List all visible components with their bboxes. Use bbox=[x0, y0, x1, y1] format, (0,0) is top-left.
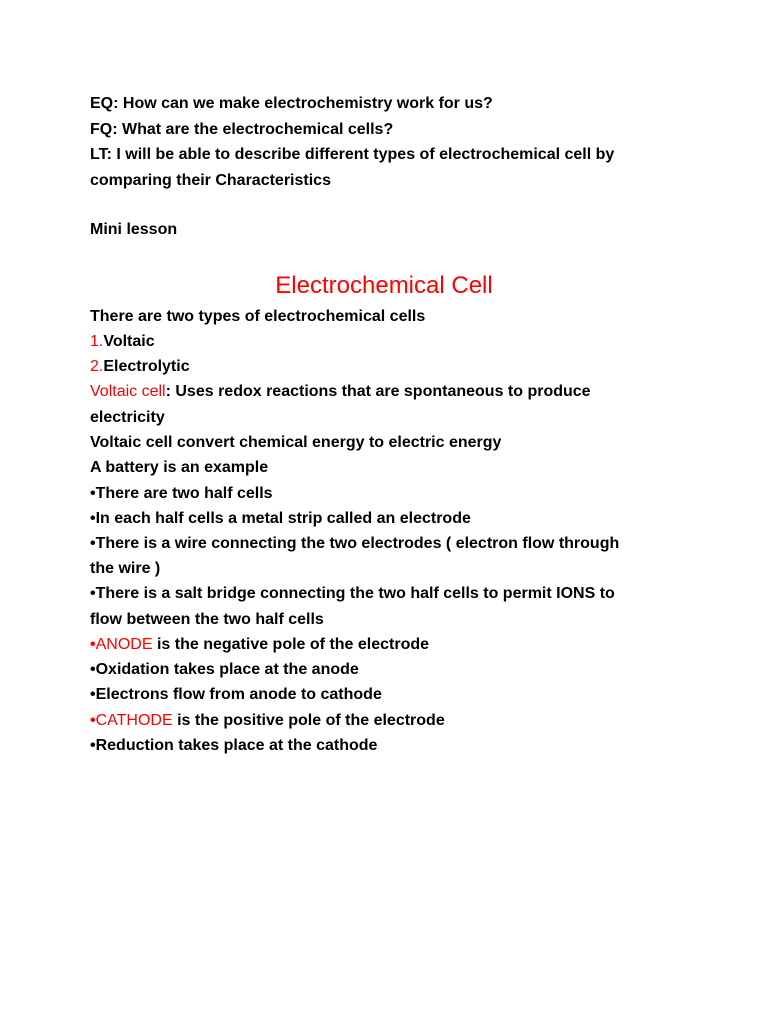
voltaic-cell-term: Voltaic cell bbox=[90, 383, 166, 400]
bullet-wire-line-1: •There is a wire connecting the two electrodes ( electron flow through bbox=[90, 535, 620, 552]
voltaic-convert-text: Voltaic cell convert chemical energy to electric energy bbox=[90, 434, 502, 451]
cathode-description: is the positive pole of the electrode bbox=[172, 712, 445, 729]
focus-question: FQ: What are the electrochemical cells? bbox=[90, 121, 394, 138]
voltaic-definition-text: : Uses redox reactions that are spontaneous to produce bbox=[165, 383, 591, 400]
type-label: Voltaic bbox=[103, 333, 155, 350]
voltaic-definition-line-1 bbox=[90, 382, 591, 402]
bullet-electrode: •In each half cells a metal strip called an electrode bbox=[90, 510, 471, 527]
bullet-half-cells: •There are two half cells bbox=[90, 485, 273, 502]
type-number: 2. bbox=[90, 358, 104, 375]
anode-description: is the negative pole of the electrode bbox=[152, 636, 430, 653]
mini-lesson-label: Mini lesson bbox=[90, 221, 178, 238]
bullet-salt-bridge-line-1: •There is a salt bridge connecting the two half cells to permit IONS to bbox=[90, 585, 615, 602]
battery-example-text: A battery is an example bbox=[90, 459, 269, 476]
page-title: Electrochemical Cell bbox=[275, 272, 493, 299]
bullet-anode bbox=[90, 635, 429, 655]
type-item-electrolytic bbox=[90, 357, 190, 377]
type-number: 1. bbox=[90, 333, 104, 350]
voltaic-definition-line-2: electricity bbox=[90, 409, 165, 426]
anode-term: ANODE bbox=[95, 636, 153, 653]
type-item-voltaic bbox=[90, 332, 155, 352]
bullet-salt-bridge-line-2: flow between the two half cells bbox=[90, 611, 324, 628]
bullet-wire-line-2: the wire ) bbox=[90, 560, 161, 577]
bullet-marker: • bbox=[90, 712, 96, 729]
bullet-reduction: •Reduction takes place at the cathode bbox=[90, 737, 378, 754]
bullet-marker: • bbox=[90, 636, 96, 653]
learning-target-line-2: comparing their Characteristics bbox=[90, 172, 331, 189]
learning-target-line-1: LT: I will be able to describe different types of electrochemical cell by bbox=[90, 146, 615, 163]
bullet-electron-flow: •Electrons flow from anode to cathode bbox=[90, 686, 382, 703]
intro-text: There are two types of electrochemical cells bbox=[90, 308, 426, 325]
type-label: Electrolytic bbox=[103, 358, 190, 375]
bullet-cathode bbox=[90, 711, 445, 731]
cathode-term: CATHODE bbox=[95, 712, 173, 729]
bullet-oxidation: •Oxidation takes place at the anode bbox=[90, 661, 359, 678]
essential-question: EQ: How can we make electrochemistry work for us? bbox=[90, 95, 493, 112]
